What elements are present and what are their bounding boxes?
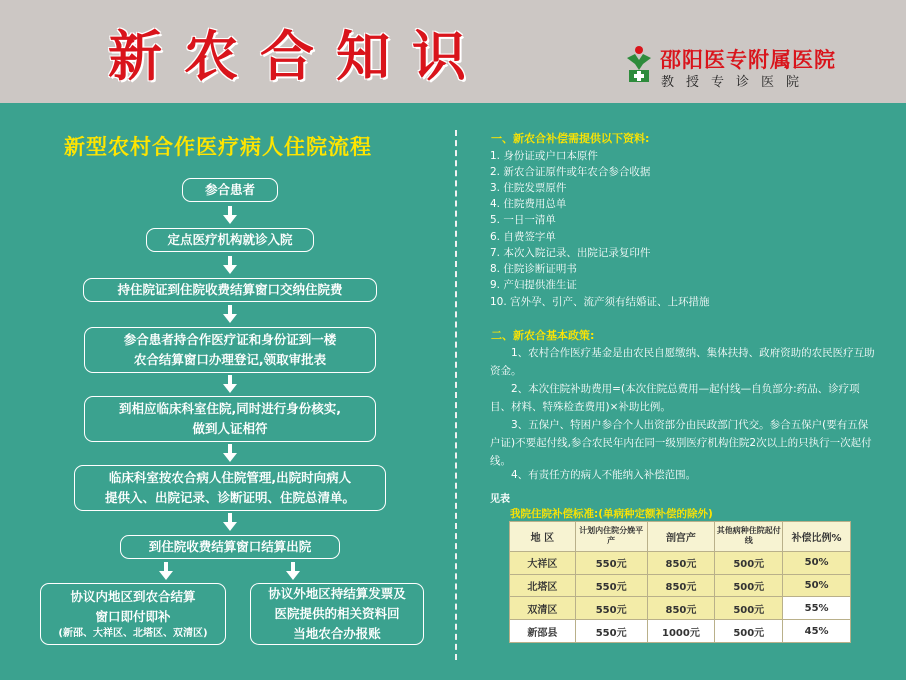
down-arrow-icon xyxy=(223,256,237,274)
table-header-cell: 其他病种住院起付线 xyxy=(715,522,783,552)
branch-inside-line-3: (新邵、大祥区、北塔区、双清区) xyxy=(58,628,208,639)
table-header-cell: 计划内住院分娩平产 xyxy=(575,522,647,552)
table-cell: 双清区 xyxy=(510,597,576,620)
flow-step-3-line: 持住院证到住院收费结算窗口交纳住院费 xyxy=(117,282,343,297)
materials-item-6: 6. 自费签字单 xyxy=(490,231,556,243)
flow-step-3 xyxy=(83,278,377,302)
down-arrow-icon xyxy=(223,444,237,462)
down-arrow-icon xyxy=(286,562,300,580)
flow-step-4 xyxy=(84,327,376,373)
materials-item-5: 5. 一日一清单 xyxy=(490,214,556,226)
branch-outside-line-1: 协议外地区持结算发票及 xyxy=(268,586,406,601)
flow-step-4-line-1: 参合患者持合作医疗证和身份证到一楼 xyxy=(123,332,337,347)
table-cell: 850元 xyxy=(647,597,715,620)
table-header-row xyxy=(510,522,851,552)
flow-step-5-line-2: 做到人证相符 xyxy=(192,421,268,436)
table-cell: 500元 xyxy=(715,574,783,597)
materials-item-1: 1. 身份证或户口本原件 xyxy=(490,150,598,162)
flow-step-6 xyxy=(74,465,386,511)
materials-item-9: 9. 产妇提供准生证 xyxy=(490,279,577,291)
flow-step-5 xyxy=(84,396,376,442)
down-arrow-icon xyxy=(223,375,237,393)
flow-title: 新型农村合作医疗病人住院流程 xyxy=(64,135,372,159)
flow-step-2-line: 定点医疗机构就诊入院 xyxy=(167,232,293,247)
table-cell: 新邵县 xyxy=(510,620,576,643)
policy-paragraph-4: 4、有责任方的病人不能纳入补偿范围。 xyxy=(511,469,697,481)
compensation-table xyxy=(509,521,851,643)
table-cell: 50% xyxy=(783,551,851,574)
table-row xyxy=(510,620,851,643)
down-arrow-icon xyxy=(159,562,173,580)
table-row xyxy=(510,551,851,574)
flow-step-6-line-2: 提供入、出院记录、诊断证明、住院总清单。 xyxy=(104,490,355,505)
see-table-label: 见表 xyxy=(490,494,510,505)
table-cell: 550元 xyxy=(575,574,647,597)
flow-step-7 xyxy=(120,535,340,559)
table-row xyxy=(510,574,851,597)
flow-step-4-line-2: 农合结算窗口办理登记,领取审批表 xyxy=(133,352,327,367)
table-cell: 大祥区 xyxy=(510,551,576,574)
table-cell: 850元 xyxy=(647,574,715,597)
table-cell: 50% xyxy=(783,574,851,597)
down-arrow-icon xyxy=(223,513,237,531)
flow-branch-inside-region xyxy=(40,583,226,645)
page-title: 新农合知识 xyxy=(108,24,488,88)
table-cell: 500元 xyxy=(715,597,783,620)
table-cell: 550元 xyxy=(575,597,647,620)
column-divider xyxy=(455,130,457,660)
hospital-subtitle: 教授专诊医院 xyxy=(661,75,812,90)
branch-outside-line-2: 医院提供的相关资料回 xyxy=(274,606,400,621)
table-header-cell: 补偿比例% xyxy=(783,522,851,552)
flow-step-5-line-1: 到相应临床科室住院,同时进行身份核实, xyxy=(119,401,341,416)
table-header-cell: 剖宫产 xyxy=(647,522,715,552)
hospital-name: 邵阳医专附属医院 xyxy=(660,48,836,72)
table-cell: 550元 xyxy=(575,620,647,643)
branch-inside-line-2: 窗口即付即补 xyxy=(95,609,171,624)
hospital-logo-icon xyxy=(623,44,655,84)
flow-step-2 xyxy=(146,228,314,252)
down-arrow-icon xyxy=(223,206,237,224)
table-row xyxy=(510,597,851,620)
header-banner xyxy=(0,0,906,103)
flow-step-7-line: 到住院收费结算窗口结算出院 xyxy=(148,539,312,554)
branch-outside-line-3: 当地农合办报账 xyxy=(293,626,381,641)
materials-item-8: 8. 住院诊断证明书 xyxy=(490,263,577,275)
table-header-cell: 地 区 xyxy=(510,522,576,552)
policy-paragraph-2: 2、本次住院补助费用=(本次住院总费用—起付线—自负部分:药品、诊疗项目、材料、特殊检查费用)×补助比例。 xyxy=(490,383,860,413)
policy-paragraph-1: 1、农村合作医疗基金是由农民自愿缴纳、集体扶持、政府资助的农民医疗互助资金。 xyxy=(490,347,875,377)
materials-heading: 一、新农合补偿需提供以下资料: xyxy=(491,132,650,145)
materials-item-2: 2. 新农合证原件或年农合参合收据 xyxy=(490,166,651,178)
materials-item-7: 7. 本次入院记录、出院记录复印件 xyxy=(490,247,651,259)
materials-item-4: 4. 住院费用总单 xyxy=(490,198,567,210)
table-cell: 500元 xyxy=(715,551,783,574)
table-cell: 550元 xyxy=(575,551,647,574)
flow-step-1 xyxy=(182,178,278,202)
policy-paragraph-3: 3、五保户、特困户参合个人出资部分由民政部门代交。参合五保户(要有五保户证)不要起付线,参合农民年内在同一级别医疗机构住院2次以上的只执行一次起付线。 xyxy=(490,419,872,467)
flow-step-6-line-1: 临床科室按农合病人住院管理,出院时向病人 xyxy=(108,470,352,485)
table-cell: 500元 xyxy=(715,620,783,643)
compensation-table-title: 我院住院补偿标准:(单病种定额补偿的除外) xyxy=(510,508,713,520)
table-cell: 1000元 xyxy=(647,620,715,643)
flow-branch-outside-region xyxy=(250,583,424,645)
policy-heading: 二、新农合基本政策: xyxy=(491,329,595,342)
table-cell: 北塔区 xyxy=(510,574,576,597)
materials-item-10: 10. 宫外孕、引产、流产须有结婚证、上环措施 xyxy=(490,296,710,308)
down-arrow-icon xyxy=(223,305,237,323)
branch-inside-line-1: 协议内地区到农合结算 xyxy=(70,589,196,604)
materials-item-3: 3. 住院发票原件 xyxy=(490,182,567,194)
table-cell: 850元 xyxy=(647,551,715,574)
table-cell: 45% xyxy=(783,620,851,643)
table-cell: 55% xyxy=(783,597,851,620)
flow-step-1-line: 参合患者 xyxy=(204,182,255,197)
